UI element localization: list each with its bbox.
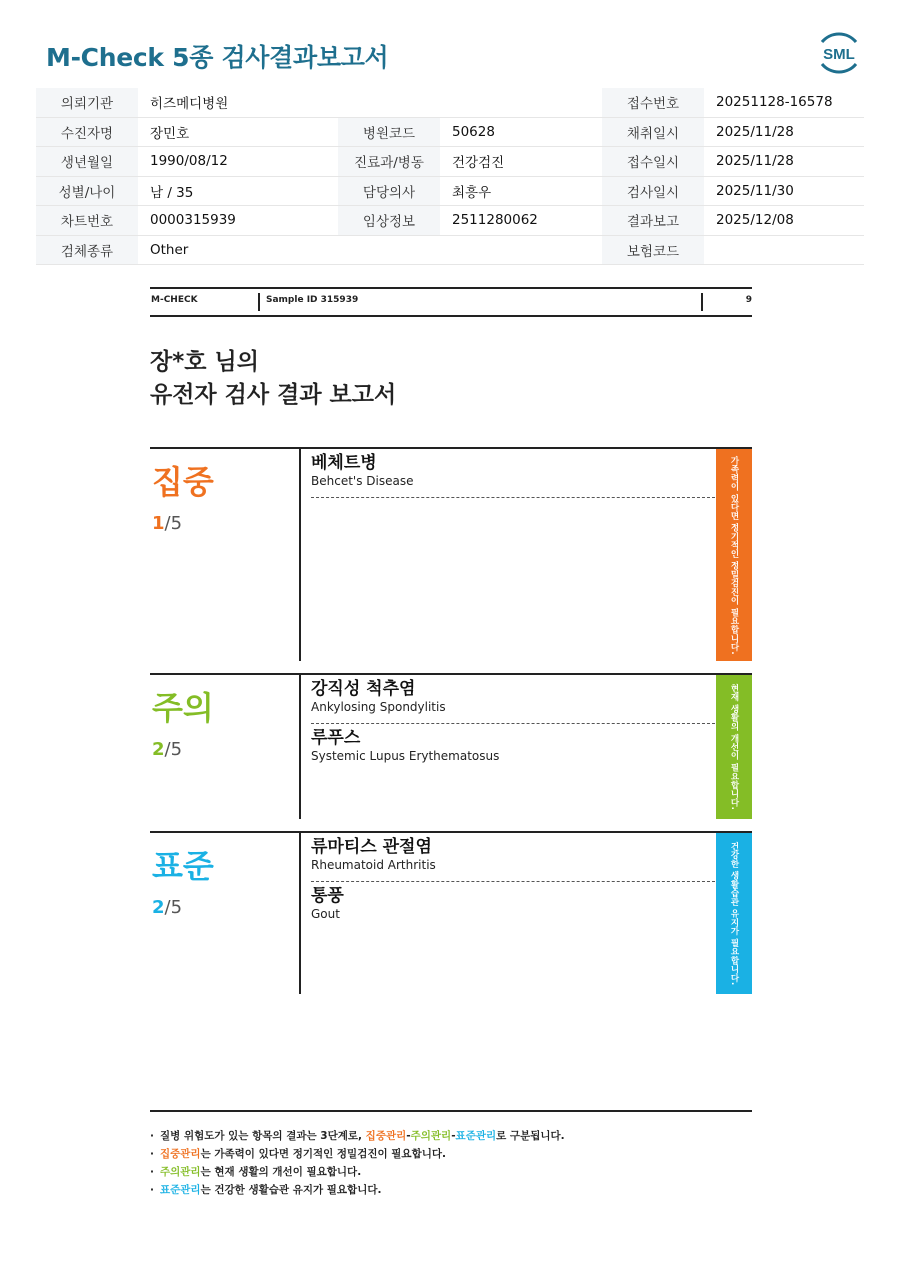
info-row [36, 177, 864, 207]
value-patient-name: 장민호 [150, 125, 190, 142]
section-note: 현재 생활의 개선이 필요합니다. [729, 683, 739, 810]
label-hospital-code: 병원코드 [338, 118, 440, 147]
count-value: 1 [152, 513, 165, 534]
value-insurance-code [704, 236, 876, 265]
value-receipt-number: 20251128-16578 [716, 94, 833, 111]
section-divider [299, 675, 301, 819]
value-sex-age: 남 / 35 [150, 184, 194, 201]
info-row [36, 88, 864, 118]
section-label: 집중 [152, 463, 214, 501]
label-test-date: 검사일시 [602, 177, 704, 206]
disease-name-ko: 류마티스 관절염 [311, 837, 432, 857]
header-divider [258, 293, 260, 311]
term-standard: 표준관리 [160, 1184, 201, 1196]
label-sex-age: 성별/나이 [36, 177, 138, 206]
value-result-report: 2025/12/08 [716, 212, 794, 229]
disease-list [311, 453, 715, 502]
label-result-report: 결과보고 [602, 206, 704, 235]
label-receipt-number: 접수번호 [602, 88, 704, 117]
disease-name-en: Ankylosing Spondylitis [311, 700, 446, 714]
page-title: M-Check 5종 검사결과보고서 [46, 43, 389, 72]
value-receipt-date: 2025/11/28 [716, 153, 794, 170]
count-total: /5 [164, 897, 183, 918]
section-note: 건강한 생활습관 유지가 필요합니다. [729, 841, 739, 986]
label-birth-date: 생년월일 [36, 147, 138, 176]
sample-id: Sample ID 315939 [266, 295, 359, 305]
sml-logo-text: SML [823, 46, 855, 63]
disease-item [311, 728, 715, 772]
disease-name-ko: 강직성 척추염 [311, 679, 416, 699]
value-specimen-type: Other [150, 241, 189, 258]
section-count [152, 513, 182, 534]
section-divider [299, 449, 301, 661]
disease-name-en: Behcet's Disease [311, 474, 414, 488]
note-line: · 주의관리는 현재 생활의 개선이 필요합니다. [150, 1166, 362, 1178]
note-line: · 질병 위험도가 있는 항목의 결과는 3단계로, 집중관리-주의관리-표준관리로 구분됩니다. [150, 1130, 565, 1142]
disease-name-ko: 통풍 [311, 886, 344, 906]
disease-list [311, 837, 715, 934]
note-line: · 표준관리는 건강한 생활습관 유지가 필요합니다. [150, 1184, 382, 1196]
value-hospital-code: 50628 [452, 123, 495, 140]
legend-notes [150, 1127, 752, 1199]
section-standard [150, 831, 752, 994]
page-number: 9 [745, 295, 752, 305]
label-patient-name: 수진자명 [36, 118, 138, 147]
disease-item [311, 453, 715, 498]
disease-item [311, 679, 715, 724]
report-brand: M-CHECK [151, 295, 198, 305]
count-total: /5 [164, 739, 183, 760]
disease-item [311, 837, 715, 882]
label-doctor: 담당의사 [338, 177, 440, 206]
section-divider [299, 833, 301, 994]
info-row [36, 236, 864, 266]
report-heading [150, 346, 396, 412]
section-focus [150, 447, 752, 661]
count-value: 2 [152, 897, 165, 918]
disease-item [311, 886, 715, 930]
header-divider [701, 293, 703, 311]
note-text: 는 가족력이 있다면 정기적인 정밀검진이 필요합니다. [200, 1148, 446, 1160]
section-note-bar [716, 833, 752, 994]
value-test-date: 2025/11/30 [716, 182, 794, 199]
value-birth-date: 1990/08/12 [150, 153, 228, 170]
section-caution [150, 673, 752, 819]
label-specimen-type: 검체종류 [36, 236, 138, 265]
section-note-bar [716, 449, 752, 661]
disease-name-en: Rheumatoid Arthritis [311, 858, 436, 872]
info-row [36, 147, 864, 177]
sml-logo-icon [814, 28, 864, 78]
disease-name-ko: 루푸스 [311, 728, 361, 748]
label-requesting-institution: 의뢰기관 [36, 88, 138, 117]
disease-name-en: Systemic Lupus Erythematosus [311, 749, 500, 763]
value-chart-number: 0000315939 [150, 212, 236, 229]
section-label: 표준 [152, 847, 214, 885]
value-department: 건강검진 [452, 155, 505, 172]
disease-name-ko: 베체트병 [311, 453, 377, 473]
patient-info-table [36, 88, 864, 265]
note-text: 로 구분됩니다. [496, 1130, 565, 1142]
value-doctor: 최흥우 [452, 184, 492, 201]
section-note-bar [716, 675, 752, 819]
term-focus: 집중관리 [160, 1148, 201, 1160]
label-receipt-date: 접수일시 [602, 147, 704, 176]
value-requesting-institution: 히즈메디병원 [150, 96, 229, 113]
term-focus: 집중관리 [365, 1130, 407, 1142]
label-insurance-code: 보험코드 [602, 236, 704, 265]
count-value: 2 [152, 739, 165, 760]
section-count [152, 897, 182, 918]
label-clinical-info: 임상정보 [338, 206, 440, 235]
note-line: · 집중관리는 가족력이 있다면 정기적인 정밀검진이 필요합니다. [150, 1148, 446, 1160]
info-row [36, 118, 864, 148]
label-department: 진료과/병동 [338, 147, 440, 176]
count-total: /5 [164, 513, 183, 534]
value-collection-date: 2025/11/28 [716, 123, 794, 140]
section-note: 가족력이 있다면 정기적인 정밀검진이 필요합니다. [729, 455, 739, 655]
note-text: 는 현재 생활의 개선이 필요합니다. [200, 1166, 362, 1178]
section-label: 주의 [152, 689, 214, 727]
disease-list [311, 679, 715, 776]
label-collection-date: 채취일시 [602, 118, 704, 147]
value-clinical-info: 2511280062 [452, 212, 538, 229]
section-count [152, 739, 182, 760]
note-separator: - [451, 1130, 456, 1142]
note-text: 는 건강한 생활습관 유지가 필요합니다. [200, 1184, 382, 1196]
term-caution: 주의관리 [160, 1166, 201, 1178]
footer-rule [150, 1110, 752, 1112]
term-caution: 주의관리 [410, 1130, 452, 1142]
disease-name-en: Gout [311, 907, 340, 921]
info-row [36, 206, 864, 236]
report-header-bar [150, 287, 752, 317]
note-separator: - [406, 1130, 411, 1142]
term-standard: 표준관리 [455, 1130, 497, 1142]
heading-line-1: 장*호 님의 [150, 349, 259, 375]
note-text: 질병 위험도가 있는 항목의 결과는 3단계로, [160, 1130, 366, 1142]
heading-line-2: 유전자 검사 결과 보고서 [150, 382, 397, 408]
label-chart-number: 차트번호 [36, 206, 138, 235]
